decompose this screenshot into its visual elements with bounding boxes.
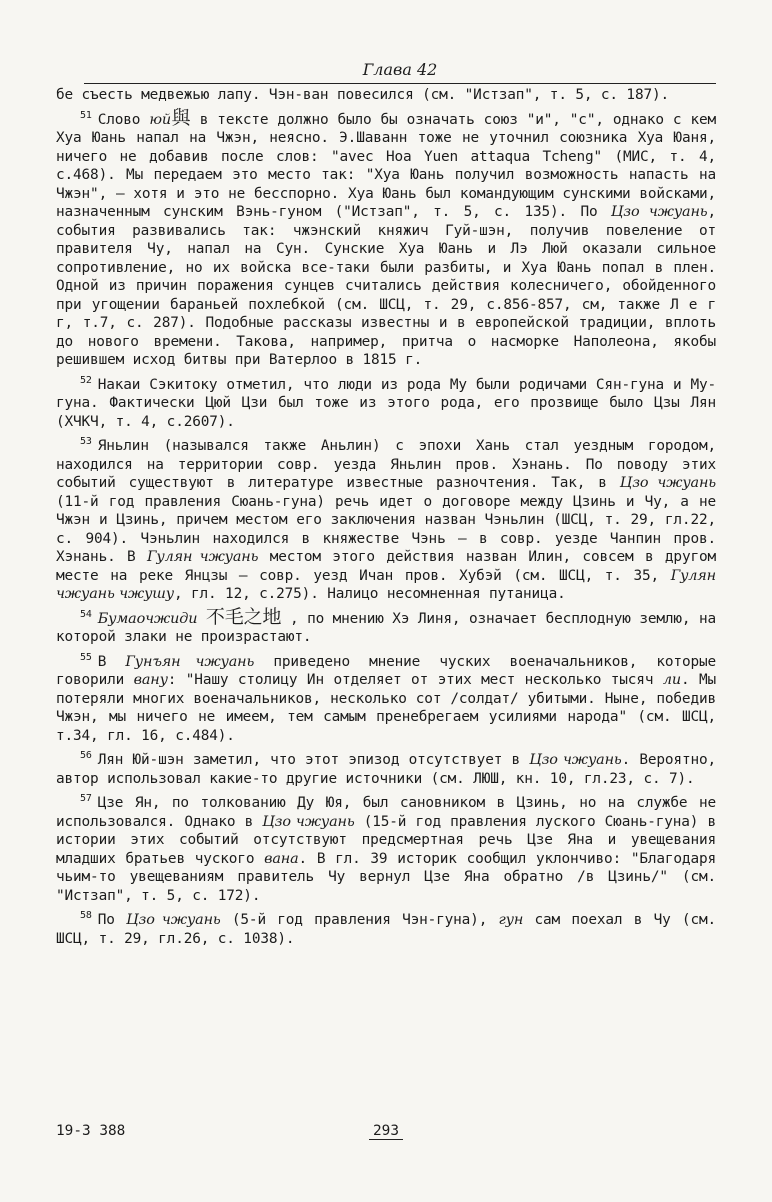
footnote-51 [56, 107, 716, 370]
footnote-55 [56, 649, 716, 746]
footnote-text: Цзе Ян, по толкованию Ду Юя, был сановником в Цзинь, но на службе не использовался. Однако в [56, 795, 716, 830]
footnote-text: (5-й год правления Чэн-гуна), [220, 912, 499, 928]
italic-term: Цзо чжуань [529, 752, 622, 768]
footnote-text [197, 611, 206, 627]
footnote-58 [56, 907, 716, 948]
italic-term: Гулян чжуань [147, 549, 259, 565]
page-number: 293 [369, 1123, 403, 1140]
footnote-text: (15-й год правления луского Сюань-гуна) в истории этих событий отсутствуют предсмертная речь Цзе Яна и увещевания младших братьев чуского [56, 813, 716, 867]
italic-term: юй [149, 111, 171, 128]
footnote-text: . Мы потеряли многих военачальников, несколько сот /солдат/ убитыми. Ныне, победив Чжэн, мы ничего не имеем, тем самым пренебрегаем усилиями народа" (см. ШСЦ, т.34, гл. 16, с.484). [56, 672, 716, 744]
footnote-text: В [97, 653, 126, 670]
footnote-number: 57 [80, 793, 92, 804]
page [56, 60, 716, 948]
body-text [56, 86, 716, 948]
printer-signature: 19-3 388 [56, 1123, 126, 1139]
footnote-text: Лян Юй-шэн заметил, что этот эпизод отсутствует в [97, 752, 530, 768]
footnote-text: . Вероятно, автор использовал какие-то другие источники (см. ЛЮШ, кн. 10, гл.23, с. 7). [56, 752, 716, 787]
italic-term: Цзо чжуань [262, 813, 355, 830]
footnote-text: По [97, 912, 127, 928]
footnote-number: 58 [80, 910, 92, 921]
italic-term: Цзо чжуань [619, 475, 716, 491]
footnote-54 [56, 606, 716, 647]
italic-term: Гунъян чжуань [125, 653, 255, 670]
footnote-text: Яньлин (назывался также Аньлин) с эпохи Хань стал уездным городом, находился на территории совр. уезда Яньлин пров. Хэнань. По поводу этих событий существуют в литературе известные разночтения. Так, в [56, 438, 716, 491]
footnote-number: 54 [80, 608, 92, 620]
italic-term: Цзо чжуань [610, 204, 708, 220]
footnote-57 [56, 790, 716, 905]
italic-term: Гулян чжуань чжушу [56, 567, 716, 602]
footnote-number: 51 [80, 109, 92, 121]
footnote-number: 53 [80, 436, 92, 447]
running-title: Глава 42 [84, 60, 716, 84]
footnote-number: 52 [80, 374, 92, 386]
footnote-text: : "Нашу столицу Ин отделяет от этих мест несколько тысяч [167, 672, 663, 688]
footnote-text: Накаи Сэкитоку отметил, что люди из рода Му были родичами Сян-гуна и Му-гуна. Фактически Цюй Цзи был тоже из этого рода, его прозвище было Цзы Лян (ХЧКЧ, т. 4, с.2607). [56, 376, 716, 430]
footnote-52 [56, 372, 716, 432]
footnote-text: (11-й год правления Сюань-гуна) речь идет о договоре между Цзинь и Чу, а не Чжэн и Цзинь, причем местом его заключения назван Чэньлин (ШСЦ, т. 29, гл.22, с. 904). Чэньлин находился в княжестве Чэнь – в совр. уезде Чанпин пров. Хэнань. В [56, 493, 716, 565]
footnote-text: сам поехал в Чу (см. ШСЦ, т. 29, гл.26, с. 1038). [56, 912, 716, 947]
chinese-characters: 與 [170, 106, 191, 129]
footnote-text: местом этого действия назван Илин, совсем в другом месте на реке Янцзы – совр. уезд Ичан пров. Хубэй (см. ШСЦ, т. 35, [56, 549, 717, 584]
footnote-text: Слово [97, 111, 150, 128]
footnote-text: . В гл. 39 историк сообщил уклончиво: "Благодаря чьим-то увещеваниям правитель Чу вернул Цзе Яна обратно /в Цзинь/" (см. "Истзап", т. 5, с. 172). [56, 850, 716, 904]
italic-term: вана [264, 850, 299, 867]
continuation-paragraph: бе съесть медвежью лапу. Чэн-ван повесился (см. "Истзап", т. 5, с. 187). [56, 87, 670, 103]
footnote-text: приведено мнение чуских военачальников, которые говорили [56, 653, 717, 688]
footnote-text: , события развивались так: чжэнский княжич Гуй-шэн, получив повеление от правителя Чу, напал на Сун. Сунские Хуа Юань и Лэ Люй оказали сильное сопротивление, но их войска все-таки были разбиты, и Хуа Юань попал в плен. Одной из причин поражения сунцев считались действия колесничего, обойденного при угощении бараньей похлебкой (см. ШСЦ, т. 29, с.856-857, см, также Л е г г, т.7, с. 287). Подобные рассказы известны и в европейской традиции, вплоть до нового времени. Такова, например, притча о насморке Наполеона, якобы решившем исход битвы при Ватерлоо в 1815 г. [56, 204, 716, 368]
italic-term: Цзо чжуань [126, 912, 221, 928]
footnote-text: , по мнению Хэ Линя, означает бесплодную землю, на которой злаки не произрастают. [56, 610, 717, 645]
italic-term: Бумаочжиди [97, 610, 198, 627]
footnote-text: , гл. 12, с.275). Налицо несомненная путаница. [173, 586, 566, 602]
footnote-text: в тексте должно было бы означать союз "и", "с", однако с кем Хуа Юань напал на Чжэн, неясно. Э.Шаванн тоже не уточнил союзника Хуа Юаня, ничего не добавив после слов: "avec Hoa Yuen attaqua Tcheng" (МИС, т. 4, с.468). Мы передаем это место так: "Хуа Юань получил возможность напасть на Чжэн", – хотя и это не бесспорно. Хуа Юань был командующим сунскими войсками, назначенным сунским Вэнь-гуном ("Истзап", т. 5, с. 135). По [56, 111, 716, 220]
italic-term: вану [133, 672, 168, 688]
italic-term: гун [498, 912, 524, 928]
italic-term: ли [662, 672, 681, 688]
footnote-56 [56, 747, 716, 788]
chinese-characters: 不毛之地 [205, 605, 282, 628]
footnote-number: 55 [80, 651, 92, 663]
footnote-53 [56, 433, 716, 604]
footnote-number: 56 [80, 750, 92, 761]
